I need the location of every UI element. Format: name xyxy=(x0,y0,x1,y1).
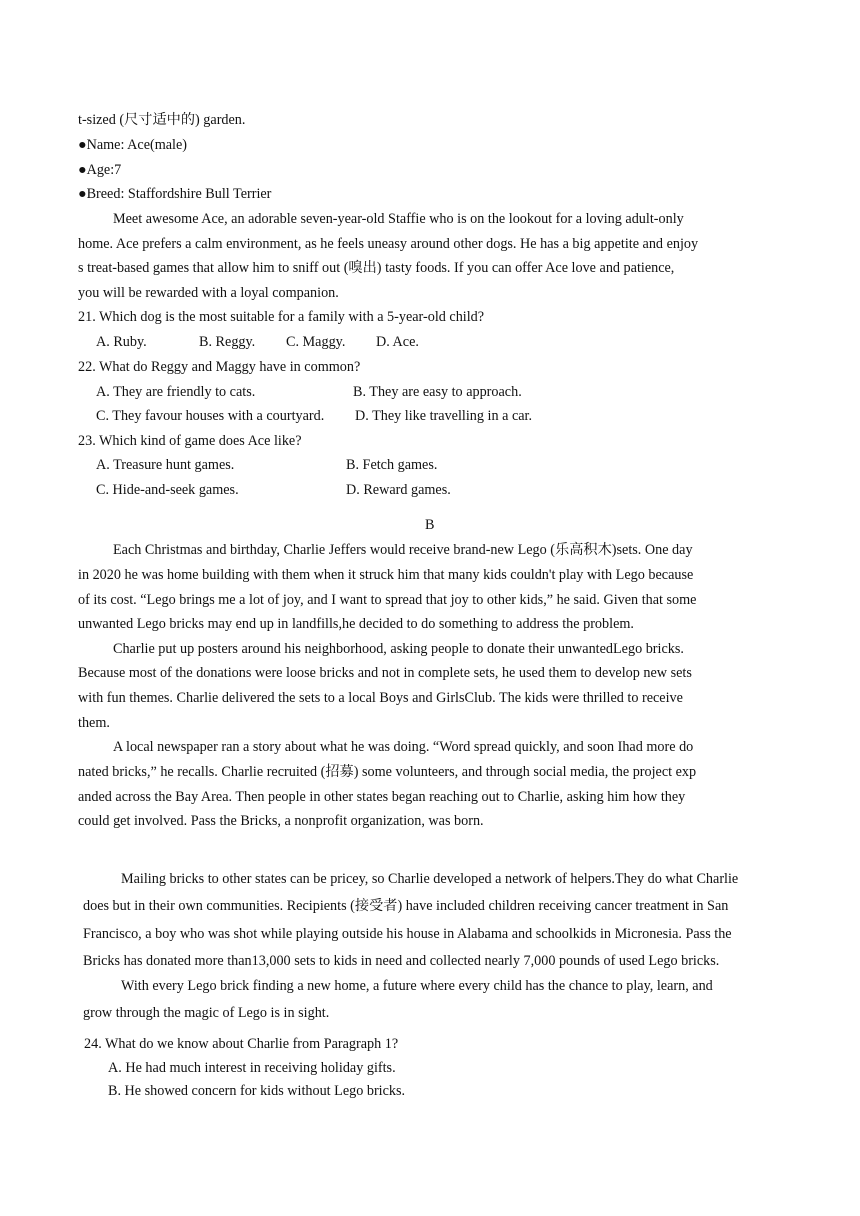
text-line: t-sized (尺寸适中的) garden. xyxy=(78,112,246,128)
paragraph-line: anded across the Bay Area. Then people in other states began reaching out to Charlie, asking him how they xyxy=(78,789,686,805)
question-23: 23. Which kind of game does Ace like? xyxy=(78,433,302,449)
option-22-a: A. They are friendly to cats. xyxy=(96,384,256,400)
option-21-c: C. Maggy. xyxy=(286,334,346,350)
question-22: 22. What do Reggy and Maggy have in common? xyxy=(78,359,361,375)
option-23-a: A. Treasure hunt games. xyxy=(96,457,235,473)
paragraph-line: Francisco, a boy who was shot while playing outside his house in Alabama and schoolkids in Micronesia. Pass the xyxy=(83,926,732,942)
option-24-b: B. He showed concern for kids without Lego bricks. xyxy=(108,1083,406,1099)
paragraph-line: nated bricks,” he recalls. Charlie recruited (招募) some volunteers, and through social media, the project exp xyxy=(78,764,697,780)
paragraph-line: with fun themes. Charlie delivered the sets to a local Boys and GirlsClub. The kids were thrilled to receive xyxy=(78,690,683,706)
paragraph-line: of its cost. “Lego brings me a lot of joy, and I want to spread that joy to other kids,” he said. Given that some xyxy=(78,592,697,608)
profile-name: ●Name: Ace(male) xyxy=(78,137,188,153)
question-24: 24. What do we know about Charlie from Paragraph 1? xyxy=(84,1036,399,1052)
paragraph-line: Charlie put up posters around his neighborhood, asking people to donate their unwantedLego bricks. xyxy=(113,641,684,657)
paragraph-line: grow through the magic of Lego is in sight. xyxy=(83,1005,330,1021)
paragraph-line: could get involved. Pass the Bricks, a nonprofit organization, was born. xyxy=(78,813,484,829)
option-24-a: A. He had much interest in receiving holiday gifts. xyxy=(108,1060,396,1076)
paragraph-line: With every Lego brick finding a new home, a future where every child has the chance to play, learn, and xyxy=(121,978,713,994)
paragraph-line: you will be rewarded with a loyal companion. xyxy=(78,285,339,301)
paragraph-line: them. xyxy=(78,715,110,731)
option-21-d: D. Ace. xyxy=(376,334,419,350)
option-21-a: A. Ruby. xyxy=(96,334,147,350)
option-21-b: B. Reggy. xyxy=(199,334,256,350)
option-22-b: B. They are easy to approach. xyxy=(353,384,522,400)
option-23-d: D. Reward games. xyxy=(346,482,451,498)
paragraph-line: Meet awesome Ace, an adorable seven-year-old Staffie who is on the lookout for a loving adult-only xyxy=(113,211,684,227)
paragraph-line: Each Christmas and birthday, Charlie Jeffers would receive brand-new Lego (乐高积木)sets. One day xyxy=(113,542,693,558)
paragraph-line: A local newspaper ran a story about what he was doing. “Word spread quickly, and soon Ihad more do xyxy=(113,739,694,755)
section-heading: B xyxy=(425,517,435,533)
option-22-d: D. They like travelling in a car. xyxy=(355,408,533,424)
paragraph-line: does but in their own communities. Recipients (接受者) have included children receiving cancer treatment in San xyxy=(83,898,729,914)
paragraph-line: home. Ace prefers a calm environment, as he feels uneasy around other dogs. He has a big appetite and enjoy xyxy=(78,236,699,252)
paragraph-line: Bricks has donated more than13,000 sets to kids in need and collected nearly 7,000 pounds of used Lego bricks. xyxy=(83,953,720,969)
paragraph-line: s treat-based games that allow him to sniff out (嗅出) tasty foods. If you can offer Ace love and patience, xyxy=(78,260,675,276)
option-23-c: C. Hide-and-seek games. xyxy=(96,482,239,498)
paragraph-line: Mailing bricks to other states can be pricey, so Charlie developed a network of helpers.They do what Charlie xyxy=(121,871,739,887)
paragraph-line: unwanted Lego bricks may end up in landfills,he decided to do something to address the problem. xyxy=(78,616,634,632)
profile-breed: ●Breed: Staffordshire Bull Terrier xyxy=(78,186,272,202)
profile-age: ●Age:7 xyxy=(78,162,122,178)
option-23-b: B. Fetch games. xyxy=(346,457,438,473)
paragraph-line: in 2020 he was home building with them when it struck him that many kids couldn't play with Lego because xyxy=(78,567,694,583)
question-21: 21. Which dog is the most suitable for a family with a 5-year-old child? xyxy=(78,309,485,325)
option-22-c: C. They favour houses with a courtyard. xyxy=(96,408,325,424)
paragraph-line: Because most of the donations were loose bricks and not in complete sets, he used them to develop new sets xyxy=(78,665,692,681)
